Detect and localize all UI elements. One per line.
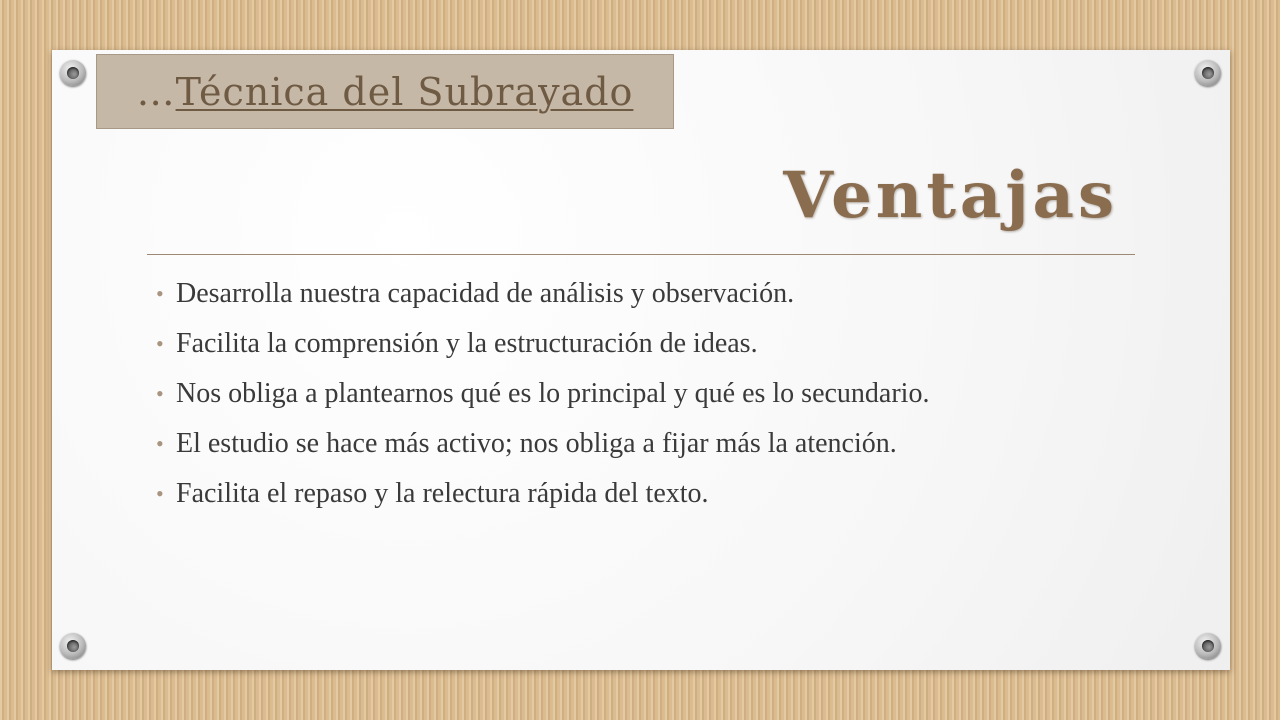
bullet-item <box>150 476 1134 512</box>
bullet-list <box>150 276 1134 526</box>
title-divider <box>147 254 1135 255</box>
bullet-icon: • <box>156 281 164 306</box>
section-tag <box>96 54 674 129</box>
section-prefix: … <box>136 69 176 114</box>
bullet-text: Facilita la comprensión y la estructuración de ideas. <box>176 328 758 359</box>
bullet-text: Desarrolla nuestra capacidad de análisis y observación. <box>176 278 795 309</box>
grommet-icon <box>1195 60 1221 86</box>
bullet-text: El estudio se hace más activo; nos obliga a fijar más la atención. <box>176 428 897 459</box>
grommet-icon <box>1195 633 1221 659</box>
section-label: Técnica del Subrayado <box>175 69 634 114</box>
bullet-item <box>150 276 1134 312</box>
bullet-text: Nos obliga a plantearnos qué es lo principal y qué es lo secundario. <box>176 378 930 409</box>
bullet-item <box>150 326 1134 362</box>
bullet-item <box>150 376 1134 412</box>
slide-title: Ventajas <box>783 158 1118 233</box>
bullet-text: Facilita el repaso y la relectura rápida del texto. <box>176 478 709 509</box>
grommet-icon <box>60 60 86 86</box>
bullet-icon: • <box>156 431 164 456</box>
bullet-icon: • <box>156 331 164 356</box>
bullet-icon: • <box>156 381 164 406</box>
bullet-item <box>150 426 1134 462</box>
bullet-icon: • <box>156 481 164 506</box>
grommet-icon <box>60 633 86 659</box>
